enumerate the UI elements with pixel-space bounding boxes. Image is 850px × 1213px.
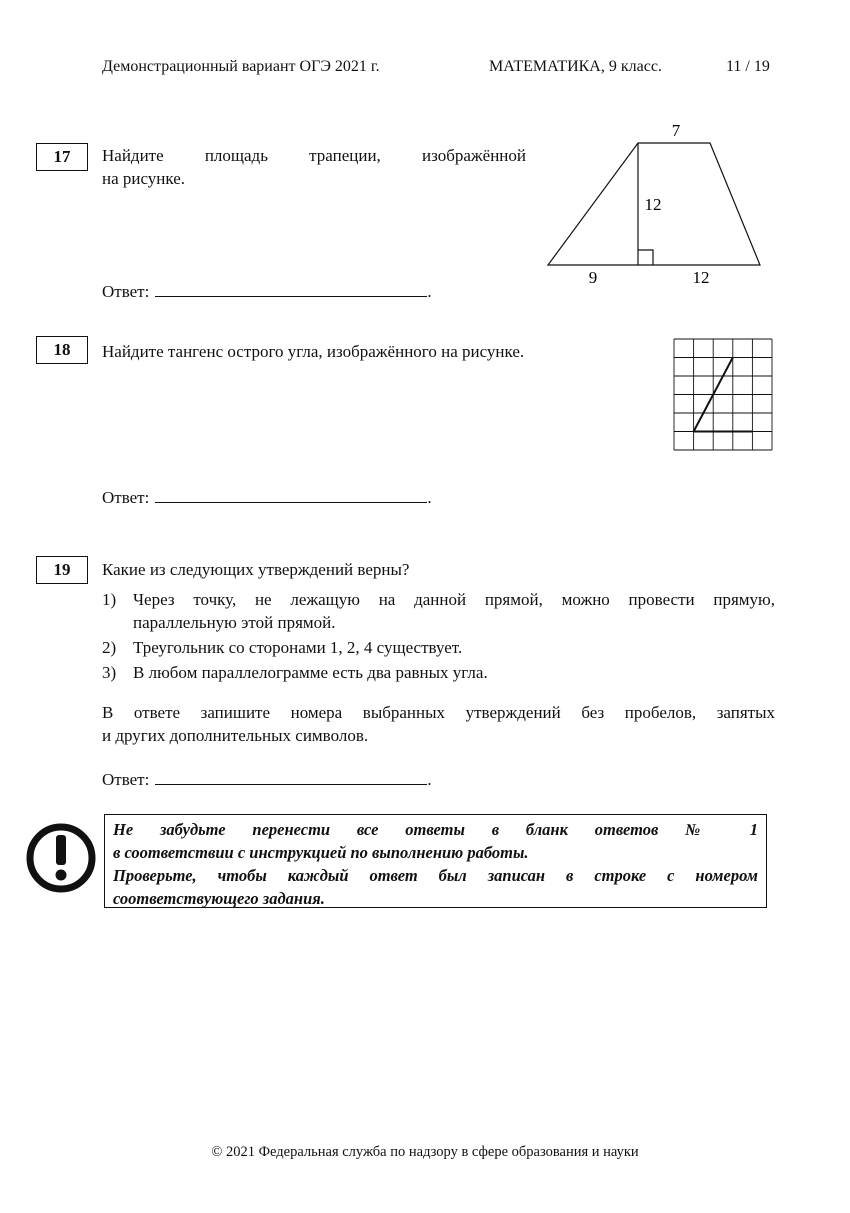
task-19-instruction-line1: В ответе запишите номера выбранных утверждений без пробелов, запятых xyxy=(102,703,775,722)
notice-line4: соответствующего задания. xyxy=(113,889,325,908)
label-height: 12 xyxy=(644,195,662,214)
notice-line3: Проверьте, чтобы каждый ответ был записан в строке с номером xyxy=(113,866,758,885)
header-subject: МАТЕМАТИКА, 9 класс. xyxy=(489,58,662,75)
notice-box xyxy=(104,814,767,908)
answer-blank[interactable] xyxy=(155,770,427,785)
exclamation-circle-icon xyxy=(24,821,98,895)
grid-lines xyxy=(674,339,772,450)
answer-blank[interactable] xyxy=(155,488,427,503)
label-bottom-right: 12 xyxy=(692,268,710,287)
task-17-answer-field[interactable] xyxy=(102,282,432,302)
task-18-number: 18 xyxy=(36,336,88,364)
answer-label: Ответ: xyxy=(102,488,150,507)
task-17-number: 17 xyxy=(36,143,88,171)
task-18-text: Найдите тангенс острого угла, изображённого на рисунке. xyxy=(102,342,525,361)
task-17-text-line2: на рисунке. xyxy=(102,169,186,188)
task-18-answer-field[interactable] xyxy=(102,488,432,508)
option-3-text: В любом параллелограмме есть два равных угла. xyxy=(133,663,488,682)
right-angle-marker xyxy=(638,250,653,265)
answer-label: Ответ: xyxy=(102,282,150,301)
label-top-base: 7 xyxy=(671,121,681,140)
header-page-number: 11 / 19 xyxy=(726,58,770,75)
notice-line2: в соответствии с инструкцией по выполнению работы. xyxy=(113,843,529,862)
option-2-number: 2) xyxy=(102,638,117,657)
grid-angle-figure xyxy=(672,337,774,453)
header-exam-title: Демонстрационный вариант ОГЭ 2021 г. xyxy=(102,58,380,75)
answer-period: . xyxy=(427,488,432,507)
trapezoid-figure xyxy=(540,118,775,293)
option-1-number: 1) xyxy=(102,590,117,609)
option-3-number: 3) xyxy=(102,663,117,682)
notice-line1: Не забудьте перенести все ответы в бланк ответов № 1 xyxy=(113,820,758,839)
footer-copyright: © 2021 Федеральная служба по надзору в сфере образования и науки xyxy=(211,1144,639,1160)
answer-period: . xyxy=(427,770,432,789)
option-1-text-line1: Через точку, не лежащую на данной прямой, можно провести прямую, xyxy=(133,590,775,609)
option-2-text: Треугольник со сторонами 1, 2, 4 существует. xyxy=(133,638,463,657)
answer-blank[interactable] xyxy=(155,282,427,297)
option-1-text-line2: параллельную этой прямой. xyxy=(133,613,336,632)
task-17-text-line1: Найдите площадь трапеции, изображённой xyxy=(102,146,526,165)
label-bottom-left: 9 xyxy=(588,268,598,287)
task-19-number: 19 xyxy=(36,556,88,584)
answer-label: Ответ: xyxy=(102,770,150,789)
task-19-question: Какие из следующих утверждений верны? xyxy=(102,560,410,579)
answer-period: . xyxy=(427,282,432,301)
task-19-instruction-line2: и других дополнительных символов. xyxy=(102,726,369,745)
task-19-answer-field[interactable] xyxy=(102,770,432,790)
